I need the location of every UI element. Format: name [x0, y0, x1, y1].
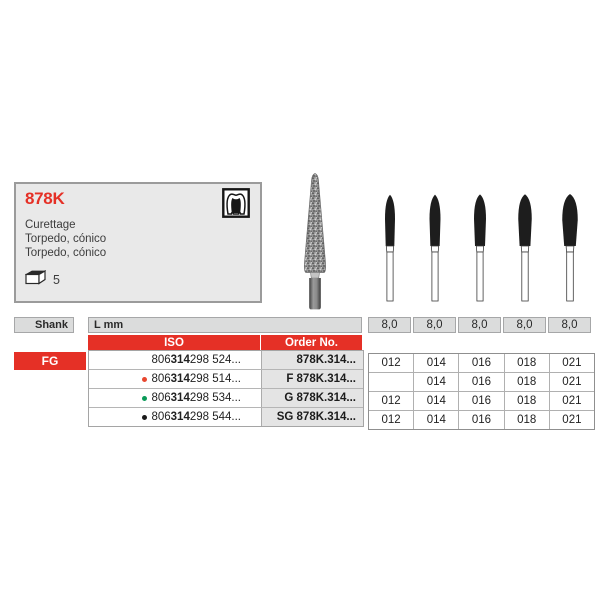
size-cell: 018 [505, 392, 549, 410]
grit-dot-fine [142, 377, 147, 382]
bur-silhouette-018 [515, 192, 535, 309]
order-number: SG 878K.314... [261, 408, 363, 426]
iso-number: 806 314 298 514... [89, 370, 261, 388]
order-number: F 878K.314... [261, 370, 363, 388]
package-icon [25, 270, 46, 290]
size-cell: 021 [550, 354, 594, 372]
length-value: 8,0 [458, 317, 501, 333]
crown-icon [222, 188, 250, 218]
bur-silhouette-014 [425, 192, 445, 309]
description-line: Curettage [25, 219, 76, 231]
iso-order-table [88, 350, 364, 427]
length-value: 8,0 [413, 317, 456, 333]
table-row [89, 388, 363, 407]
product-description [25, 218, 106, 260]
length-value: 8,0 [548, 317, 591, 333]
size-cell: 016 [459, 392, 503, 410]
pack-quantity: 5 [53, 273, 60, 287]
pack-info [25, 270, 60, 290]
size-grid [368, 353, 595, 430]
size-cell: 016 [459, 373, 503, 391]
size-cell: 014 [414, 392, 458, 410]
product-info-panel [14, 182, 262, 303]
size-cell [369, 373, 413, 391]
iso-column-header: ISO [88, 335, 261, 350]
order-column-header: Order No. [261, 335, 362, 350]
description-line: Torpedo, cónico [25, 233, 107, 245]
size-cell: 016 [459, 411, 503, 429]
table-row [89, 351, 363, 369]
size-cell: 014 [414, 373, 458, 391]
shank-column-header: Shank [14, 317, 74, 333]
grit-dot-supercoarse [142, 415, 147, 420]
size-cell: 021 [550, 392, 594, 410]
iso-number: 806 314 298 534... [89, 389, 261, 407]
length-value: 8,0 [503, 317, 546, 333]
table-header-bar [88, 335, 362, 350]
size-cell: 018 [505, 354, 549, 372]
size-cell: 021 [550, 411, 594, 429]
iso-number: 806 314 298 524... [89, 351, 261, 369]
product-code: 878K [25, 189, 65, 208]
size-cell: 018 [505, 411, 549, 429]
size-cell: 012 [369, 392, 413, 410]
size-cell: 014 [414, 354, 458, 372]
bur-silhouette-016 [470, 192, 490, 309]
order-number: 878K.314... [261, 351, 363, 369]
size-cell: 021 [550, 373, 594, 391]
length-value: 8,0 [368, 317, 411, 333]
product-photo-torpedo-bur [297, 172, 333, 317]
size-cell: 012 [369, 354, 413, 372]
table-row [89, 407, 363, 426]
order-number: G 878K.314... [261, 389, 363, 407]
size-cell: 012 [369, 411, 413, 429]
grit-dot [142, 358, 147, 363]
length-column-header: L mm [88, 317, 362, 333]
iso-number: 806 314 298 544... [89, 408, 261, 426]
shank-value-badge: FG [14, 352, 86, 370]
table-row [89, 369, 363, 388]
size-cell: 018 [505, 373, 549, 391]
description-line: Torpedo, cónico [25, 247, 107, 259]
grit-dot-coarse [142, 396, 147, 401]
bur-silhouette-021 [560, 192, 580, 309]
bur-silhouette-012 [380, 192, 400, 309]
size-cell: 016 [459, 354, 503, 372]
size-cell: 014 [414, 411, 458, 429]
